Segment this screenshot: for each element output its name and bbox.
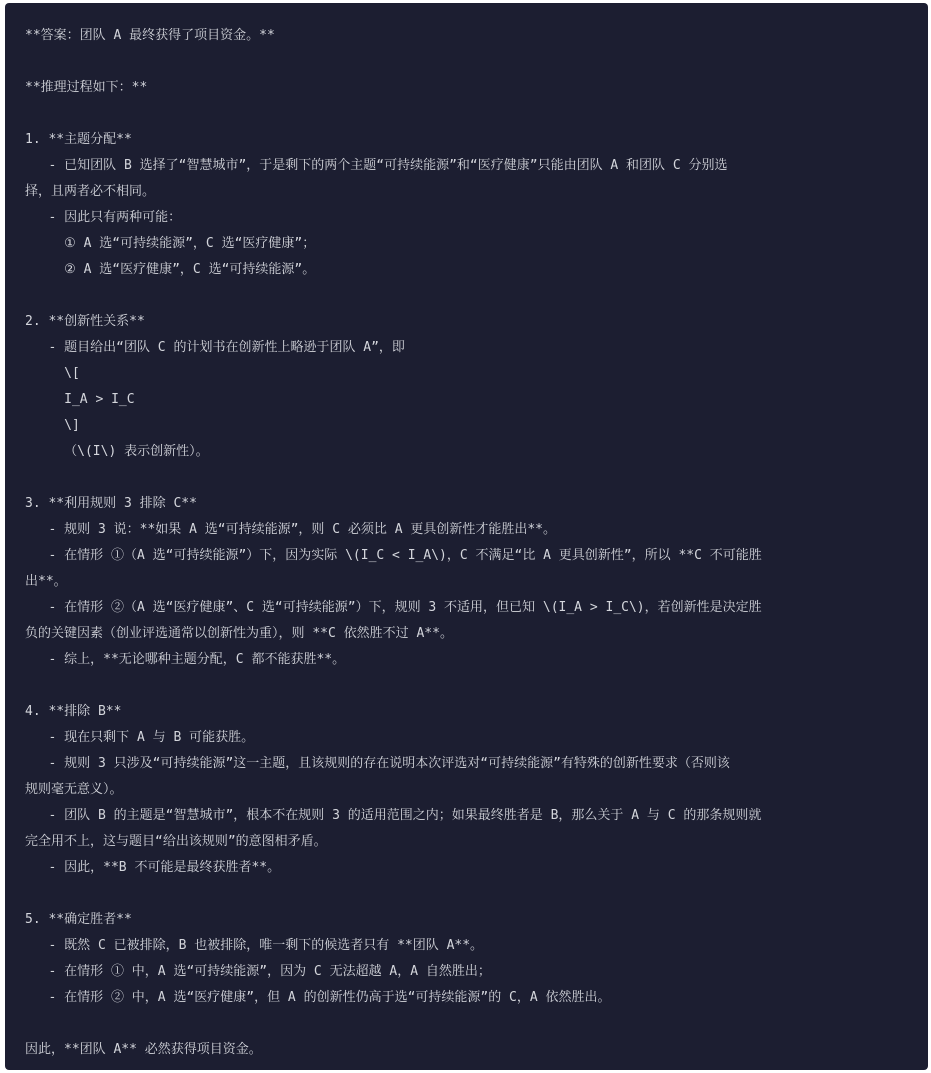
text-line: - 因此只有两种可能： xyxy=(25,210,182,225)
text-line: 2. **创新性关系** xyxy=(25,314,145,329)
text-line xyxy=(25,49,918,75)
text-line: - 题目给出“团队 C 的计划书在创新性上略逊于团队 A”，即 xyxy=(25,340,405,355)
text-line: - 在情形 ① 中，A 选“可持续能源”，因为 C 无法超越 A，A 自然胜出； xyxy=(25,964,491,979)
answer-text-block xyxy=(5,3,928,1070)
text-line xyxy=(25,465,918,491)
text-line: \] xyxy=(25,418,80,433)
text-line: ② A 选“医疗健康”，C 选“可持续能源”。 xyxy=(25,262,316,277)
text-line: - 团队 B 的主题是“智慧城市”，根本不在规则 3 的适用范围之内；如果最终胜者是 B，那么关于 A 与 C 的那条规则就 xyxy=(25,808,762,823)
text-line xyxy=(25,881,918,907)
text-line: - 已知团队 B 选择了“智慧城市”，于是剩下的两个主题“可持续能源”和“医疗健康”只能由团队 A 和团队 C 分别选 xyxy=(25,158,728,173)
text-lines xyxy=(25,23,918,1063)
text-line: 出**。 xyxy=(25,574,67,589)
text-line: 完全用不上，这与题目“给出该规则”的意图相矛盾。 xyxy=(25,834,327,849)
text-line: \[ xyxy=(25,366,80,381)
text-line: 负的关键因素（创业评选通常以创新性为重），则 **C 依然胜不过 A**。 xyxy=(25,626,453,641)
text-line: - 在情形 ②（A 选“医疗健康”、C 选“可持续能源”）下，规则 3 不适用，但已知 \(I_A > I_C\)，若创新性是决定胜 xyxy=(25,600,762,615)
text-line: 1. **主题分配** xyxy=(25,132,132,147)
text-line: - 因此，**B 不可能是最终获胜者**。 xyxy=(25,860,281,875)
text-line: 4. **排除 B** xyxy=(25,704,122,719)
text-line: - 在情形 ①（A 选“可持续能源”）下，因为实际 \(I_C < I_A\)，C 不满足“比 A 更具创新性”，所以 **C 不可能胜 xyxy=(25,548,762,563)
text-line: （\(I\) 表示创新性）。 xyxy=(25,444,209,459)
text-line: - 规则 3 说：**如果 A 选“可持续能源”，则 C 必须比 A 更具创新性才能胜出**。 xyxy=(25,522,557,537)
text-line: 5. **确定胜者** xyxy=(25,912,132,927)
text-line: 规则毫无意义）。 xyxy=(25,782,123,797)
text-line: **推理过程如下：** xyxy=(25,80,148,95)
text-line: - 既然 C 已被排除，B 也被排除，唯一剩下的候选者只有 **团队 A**。 xyxy=(25,938,484,953)
text-line: 择，且两者必不相同。 xyxy=(25,184,156,199)
text-line xyxy=(25,101,918,127)
text-line xyxy=(25,1011,918,1037)
text-line: **答案：团队 A 最终获得了项目资金。** xyxy=(25,28,275,43)
text-line: 因此，**团队 A** 必然获得项目资金。 xyxy=(25,1042,262,1057)
text-line xyxy=(25,283,918,309)
text-line: - 在情形 ② 中，A 选“医疗健康”，但 A 的创新性仍高于选“可持续能源”的 C，A 依然胜出。 xyxy=(25,990,611,1005)
text-line: I_A > I_C xyxy=(25,392,135,407)
text-line: - 综上，**无论哪种主题分配，C 都不能获胜**。 xyxy=(25,652,346,667)
text-line: - 规则 3 只涉及“可持续能源”这一主题，且该规则的存在说明本次评选对“可持续能源”有特殊的创新性要求（否则该 xyxy=(25,756,730,771)
text-line: - 现在只剩下 A 与 B 可能获胜。 xyxy=(25,730,255,745)
text-line: ① A 选“可持续能源”，C 选“医疗健康”； xyxy=(25,236,316,251)
text-line: 3. **利用规则 3 排除 C** xyxy=(25,496,197,511)
text-line xyxy=(25,673,918,699)
